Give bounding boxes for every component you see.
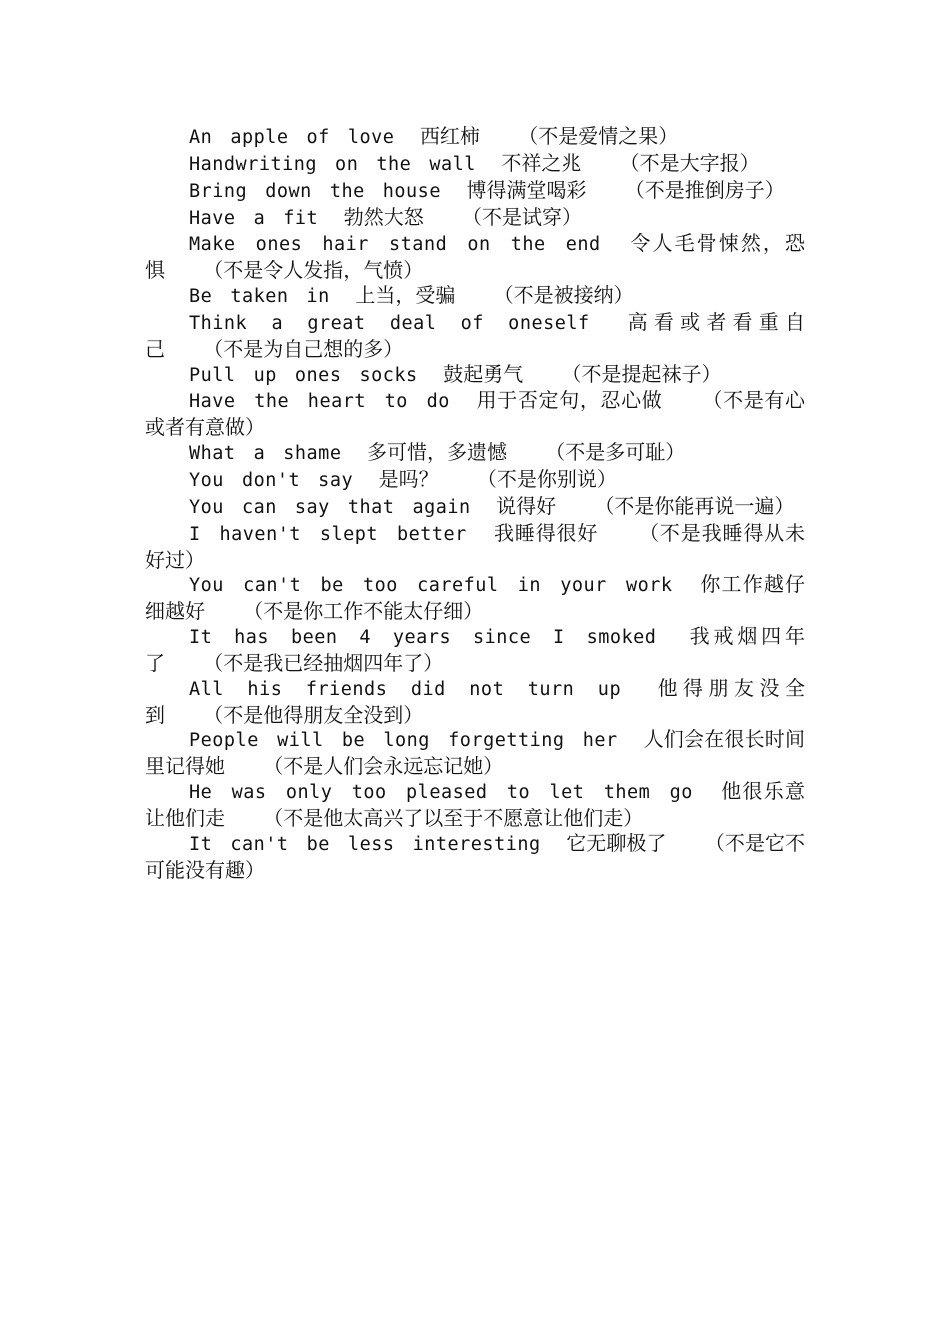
english-phrase: You can't be too careful in your work	[189, 575, 673, 597]
english-phrase: An apple of love	[189, 127, 395, 148]
idiom-entry	[145, 388, 805, 440]
english-phrase: All his friends did not turn up	[189, 678, 622, 700]
english-phrase: It has been 4 years since I smoked	[189, 627, 657, 649]
chinese-meaning: 你工作越仔细越好	[145, 572, 806, 624]
chinese-meaning: 勃然大怒	[343, 204, 424, 229]
english-phrase: Bring down the house	[189, 180, 441, 202]
idiom-entry	[145, 151, 805, 178]
literal-misreading-note: （不是提起袜子）	[561, 361, 722, 386]
literal-misreading-note: （不是我已经抽烟四年了）	[203, 650, 444, 675]
idiom-entry	[145, 178, 805, 205]
english-phrase: People will be long forgetting her	[189, 730, 618, 752]
literal-misreading-note: （不是令人发指，气愤）	[203, 258, 424, 283]
chinese-meaning: 我戒烟四年了	[145, 624, 806, 675]
chinese-meaning: 高看或者看重自己	[145, 309, 806, 361]
idiom-list	[145, 124, 805, 882]
literal-misreading-note: （不是试穿）	[461, 204, 582, 229]
idiom-entry	[145, 624, 805, 676]
idiom-entry	[145, 124, 805, 151]
idiom-entry	[145, 231, 805, 283]
chinese-meaning: 人们会在很长时间里记得她	[145, 727, 805, 779]
literal-misreading-note: （不是人们会永远忘记她）	[263, 754, 504, 779]
chinese-meaning: 博得满堂喝彩	[466, 177, 587, 202]
chinese-meaning: 是吗？	[378, 466, 439, 491]
english-phrase: It can't be less interesting	[189, 833, 541, 855]
english-phrase: Have a fit	[189, 207, 319, 229]
literal-misreading-note: （不是有心或者有意做）	[145, 388, 806, 440]
english-phrase: You can say that again	[189, 496, 471, 518]
english-phrase: Pull up ones socks	[189, 364, 418, 386]
chinese-meaning: 上当，受骗	[355, 283, 456, 308]
chinese-meaning: 它无聊极了	[566, 830, 667, 855]
idiom-entry	[145, 440, 805, 467]
chinese-meaning: 他很乐意让他们走	[145, 779, 806, 830]
chinese-meaning: 令人毛骨悚然，恐惧	[145, 231, 806, 283]
literal-misreading-note: （不是你工作不能太仔细）	[243, 599, 484, 624]
literal-misreading-note: （不是它不可能没有趣）	[145, 830, 806, 882]
literal-misreading-note: （不是你别说）	[476, 466, 617, 491]
idiom-entry	[145, 676, 805, 728]
chinese-meaning: 说得好	[496, 493, 557, 518]
english-phrase: Make ones hair stand on the end	[189, 234, 601, 256]
idiom-entry	[145, 779, 805, 831]
literal-misreading-note: （不是我睡得从未好过）	[145, 520, 806, 572]
chinese-meaning: 我睡得很好	[494, 520, 599, 545]
english-phrase: Think a great deal of oneself	[189, 312, 590, 334]
idiom-entry	[145, 521, 805, 573]
idiom-entry	[145, 205, 805, 232]
literal-misreading-note: （不是被接纳）	[493, 283, 634, 308]
idiom-entry	[145, 283, 805, 310]
english-phrase: Handwriting on the wall	[189, 153, 476, 175]
idiom-entry	[145, 494, 805, 521]
literal-misreading-note: （不是推倒房子）	[624, 177, 785, 202]
idiom-entry	[145, 831, 805, 883]
chinese-meaning: 他得朋友没全到	[145, 675, 805, 727]
literal-misreading-note: （不是你能再说一遍）	[594, 493, 795, 518]
english-phrase: I haven't slept better	[189, 523, 467, 545]
idiom-entry	[145, 467, 805, 494]
english-phrase: Have the heart to do	[189, 391, 450, 413]
chinese-meaning: 鼓起勇气	[443, 361, 524, 386]
idiom-entry	[145, 310, 805, 362]
literal-misreading-note: （不是为自己想的多）	[203, 336, 404, 361]
literal-misreading-note: （不是大字报）	[619, 150, 760, 175]
english-phrase: You don't say	[189, 469, 354, 491]
chinese-meaning: 西红柿	[419, 124, 480, 148]
literal-misreading-note: （不是多可耻）	[545, 440, 686, 465]
chinese-meaning: 多可惜，多遗憾	[366, 440, 507, 465]
english-phrase: He was only too pleased to let them go	[189, 782, 693, 804]
idiom-entry	[145, 362, 805, 389]
idiom-entry	[145, 572, 805, 624]
literal-misreading-note: （不是他得朋友全没到）	[203, 702, 424, 727]
idiom-entry	[145, 727, 805, 779]
chinese-meaning: 用于否定句，忍心做	[476, 388, 663, 413]
chinese-meaning: 不祥之兆	[501, 150, 582, 175]
literal-misreading-note: （不是爱情之果）	[518, 124, 679, 148]
english-phrase: Be taken in	[189, 286, 330, 308]
english-phrase: What a shame	[189, 443, 342, 465]
literal-misreading-note: （不是他太高兴了以至于不愿意让他们走）	[263, 805, 644, 830]
